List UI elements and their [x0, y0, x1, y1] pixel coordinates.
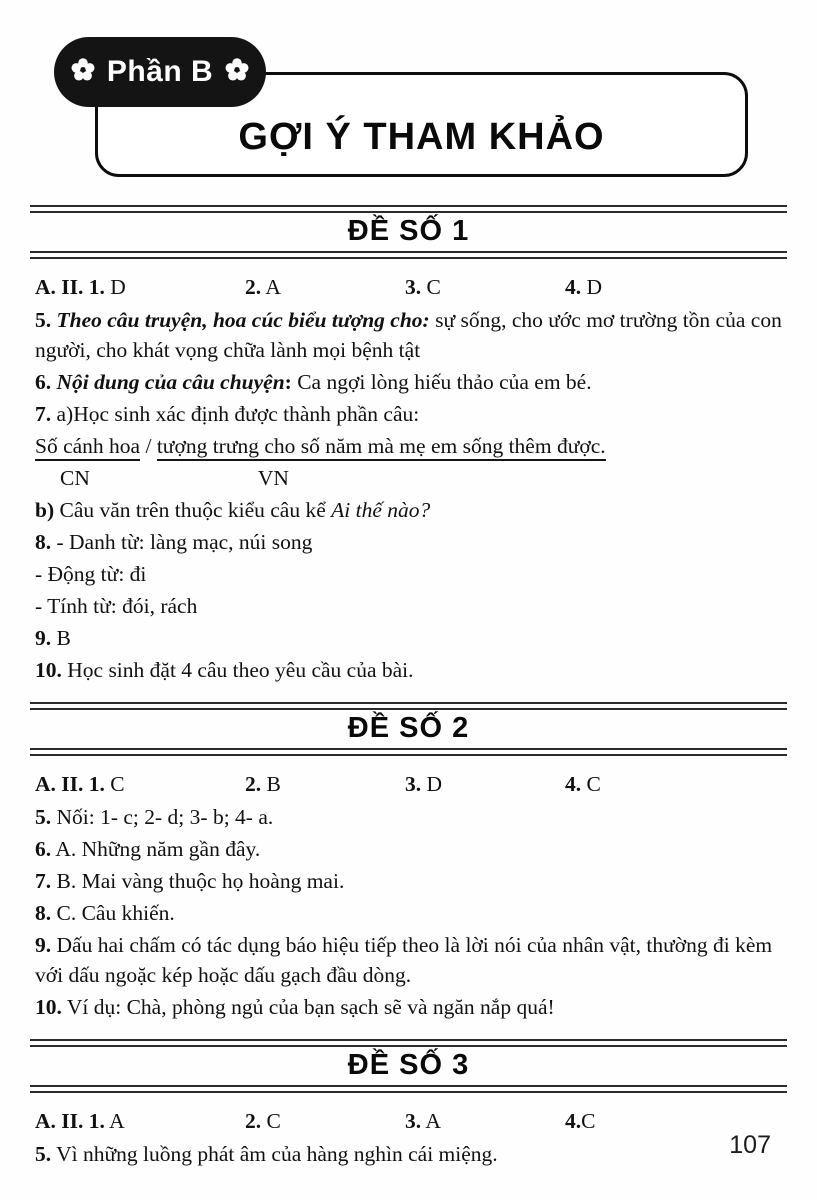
answer-run: Vì những luồng phát âm của hàng nghìn cái miệng. [51, 1142, 498, 1166]
section-rule-bottom [30, 1085, 787, 1093]
subject-label: CN [60, 466, 90, 490]
answer-line [30, 367, 787, 397]
mc-answers-row [30, 272, 787, 302]
mc-answer: 3. A [405, 1109, 441, 1133]
answer-run: 7. [35, 402, 57, 426]
answer-run: 7. [35, 869, 52, 893]
page-title: GỢI Ý THAM KHẢO [238, 116, 605, 158]
mc-answers-row [30, 769, 787, 799]
answer-line [30, 305, 787, 365]
answer-run: a)Học sinh xác định được thành phần câu: [56, 402, 420, 426]
answer-run: tượng trưng cho số năm mà mẹ em sống thêm được. [157, 434, 606, 461]
part-badge [54, 37, 266, 107]
mc-answer-number: 2. [245, 275, 262, 299]
mc-answer: 2. B [245, 772, 281, 796]
mc-answer-number: 4. [565, 1109, 582, 1133]
subject-predicate-labels [30, 463, 787, 493]
section-title: ĐỀ SỐ 3 [347, 1049, 470, 1081]
answer-run: 10. [35, 995, 62, 1019]
florette-icon [224, 57, 250, 88]
answer-run: 10. [35, 658, 62, 682]
mc-answer-number: 3. [405, 772, 422, 796]
answer-run: - Danh từ: làng mạc, núi song [51, 530, 313, 554]
mc-answer-number: A. II. 1. [35, 772, 105, 796]
answer-run: B. Mai vàng thuộc họ hoàng mai. [51, 869, 345, 893]
section-rule-top [30, 205, 787, 213]
mc-answer: 4. C [565, 772, 601, 796]
answer-line [30, 399, 787, 429]
exam-section-2 [30, 702, 787, 1022]
answer-run: Ví dụ: Chà, phòng ngủ của bạn sạch sẽ và ngăn nắp quá! [61, 995, 555, 1019]
answer-run: 9. [35, 626, 52, 650]
answer-line [30, 1139, 787, 1169]
answer-run: Câu văn trên thuộc kiểu câu kể [54, 498, 332, 522]
section-rule-top [30, 702, 787, 710]
answer-line [30, 866, 787, 896]
answer-run: 5. [35, 805, 52, 829]
florette-icon [70, 57, 96, 88]
answer-line [30, 992, 787, 1022]
answer-run: - Tính từ: đói, rách [35, 594, 198, 618]
mc-answer: A. II. 1. D [35, 275, 126, 299]
answer-run: Ca ngợi lòng hiếu thảo của em bé. [297, 370, 592, 394]
answer-line [30, 898, 787, 928]
mc-answer-number: 4. [565, 772, 582, 796]
section-rule-bottom [30, 251, 787, 259]
answer-run: 8. [35, 530, 52, 554]
answer-run: 9. [35, 933, 52, 957]
answer-line [30, 930, 787, 990]
exam-section-1 [30, 205, 787, 685]
answer-run: A. Những năm gần đây. [51, 837, 261, 861]
answer-run: 6. [35, 370, 57, 394]
page-number: 107 [729, 1131, 771, 1159]
mc-answer-number: A. II. 1. [35, 275, 105, 299]
section-rule-bottom [30, 748, 787, 756]
mc-answer: 3. D [405, 772, 443, 796]
mc-answer-number: 4. [565, 275, 582, 299]
exam-section-3 [30, 1039, 787, 1169]
mc-answer: 2. C [245, 1109, 281, 1133]
mc-answer: 4. D [565, 275, 603, 299]
section-title: ĐỀ SỐ 1 [347, 215, 470, 247]
answer-run: Theo câu truyện, hoa cúc biểu tượng cho: [56, 308, 430, 332]
answer-run: Số cánh hoa [35, 434, 140, 461]
mc-answer: 4.C [565, 1109, 596, 1133]
section-rule-top [30, 1039, 787, 1047]
predicate-label: VN [257, 466, 289, 490]
answer-line [30, 527, 787, 557]
answer-run: C. Câu khiến. [51, 901, 175, 925]
section-title: ĐỀ SỐ 2 [347, 712, 470, 744]
mc-answer: 2. A [245, 275, 281, 299]
answer-run: : [284, 370, 298, 394]
answer-run: 5. [35, 308, 57, 332]
answer-run: 8. [35, 901, 52, 925]
mc-answer-number: A. II. 1. [35, 1109, 105, 1133]
part-badge-label: Phần B [106, 55, 214, 88]
answer-run: Nối: 1- c; 2- d; 3- b; 4- a. [51, 805, 274, 829]
answer-run: Nội dung của câu chuyện [56, 370, 285, 394]
mc-answer: 3. C [405, 275, 441, 299]
mc-answers-row [30, 1106, 787, 1136]
answer-line [30, 495, 787, 525]
answer-run: sự sống, cho ước mơ trường tồn của con người, cho khát vọng chữa lành mọi bệnh tật [35, 308, 782, 362]
answer-run: Ai thế nào? [331, 498, 431, 522]
answer-line [30, 623, 787, 653]
answer-line [30, 655, 787, 685]
answer-line [30, 431, 787, 461]
mc-answer-number: 2. [245, 772, 262, 796]
mc-answer: A. II. 1. C [35, 772, 125, 796]
answer-line [30, 834, 787, 864]
answer-run: Học sinh đặt 4 câu theo yêu cầu của bài. [61, 658, 414, 682]
mc-answer: A. II. 1. A [35, 1109, 125, 1133]
answer-run: B [51, 626, 71, 650]
answer-sections [0, 205, 817, 1171]
answer-run: 6. [35, 837, 52, 861]
answer-line [30, 559, 787, 589]
mc-answer-number: 3. [405, 275, 422, 299]
answer-run: - Động từ: đi [35, 562, 147, 586]
mc-answer-number: 2. [245, 1109, 262, 1133]
answer-run: 5. [35, 1142, 52, 1166]
answer-line [30, 802, 787, 832]
answer-line [30, 591, 787, 621]
answer-run: Dấu hai chấm có tác dụng báo hiệu tiếp theo là lời nói của nhân vật, thường đi kèm với dấu ngoặc kép hoặc dấu gạch đầu dòng. [35, 933, 773, 987]
answer-run: b) [35, 498, 55, 522]
answer-run: / [140, 434, 157, 458]
mc-answer-number: 3. [405, 1109, 422, 1133]
